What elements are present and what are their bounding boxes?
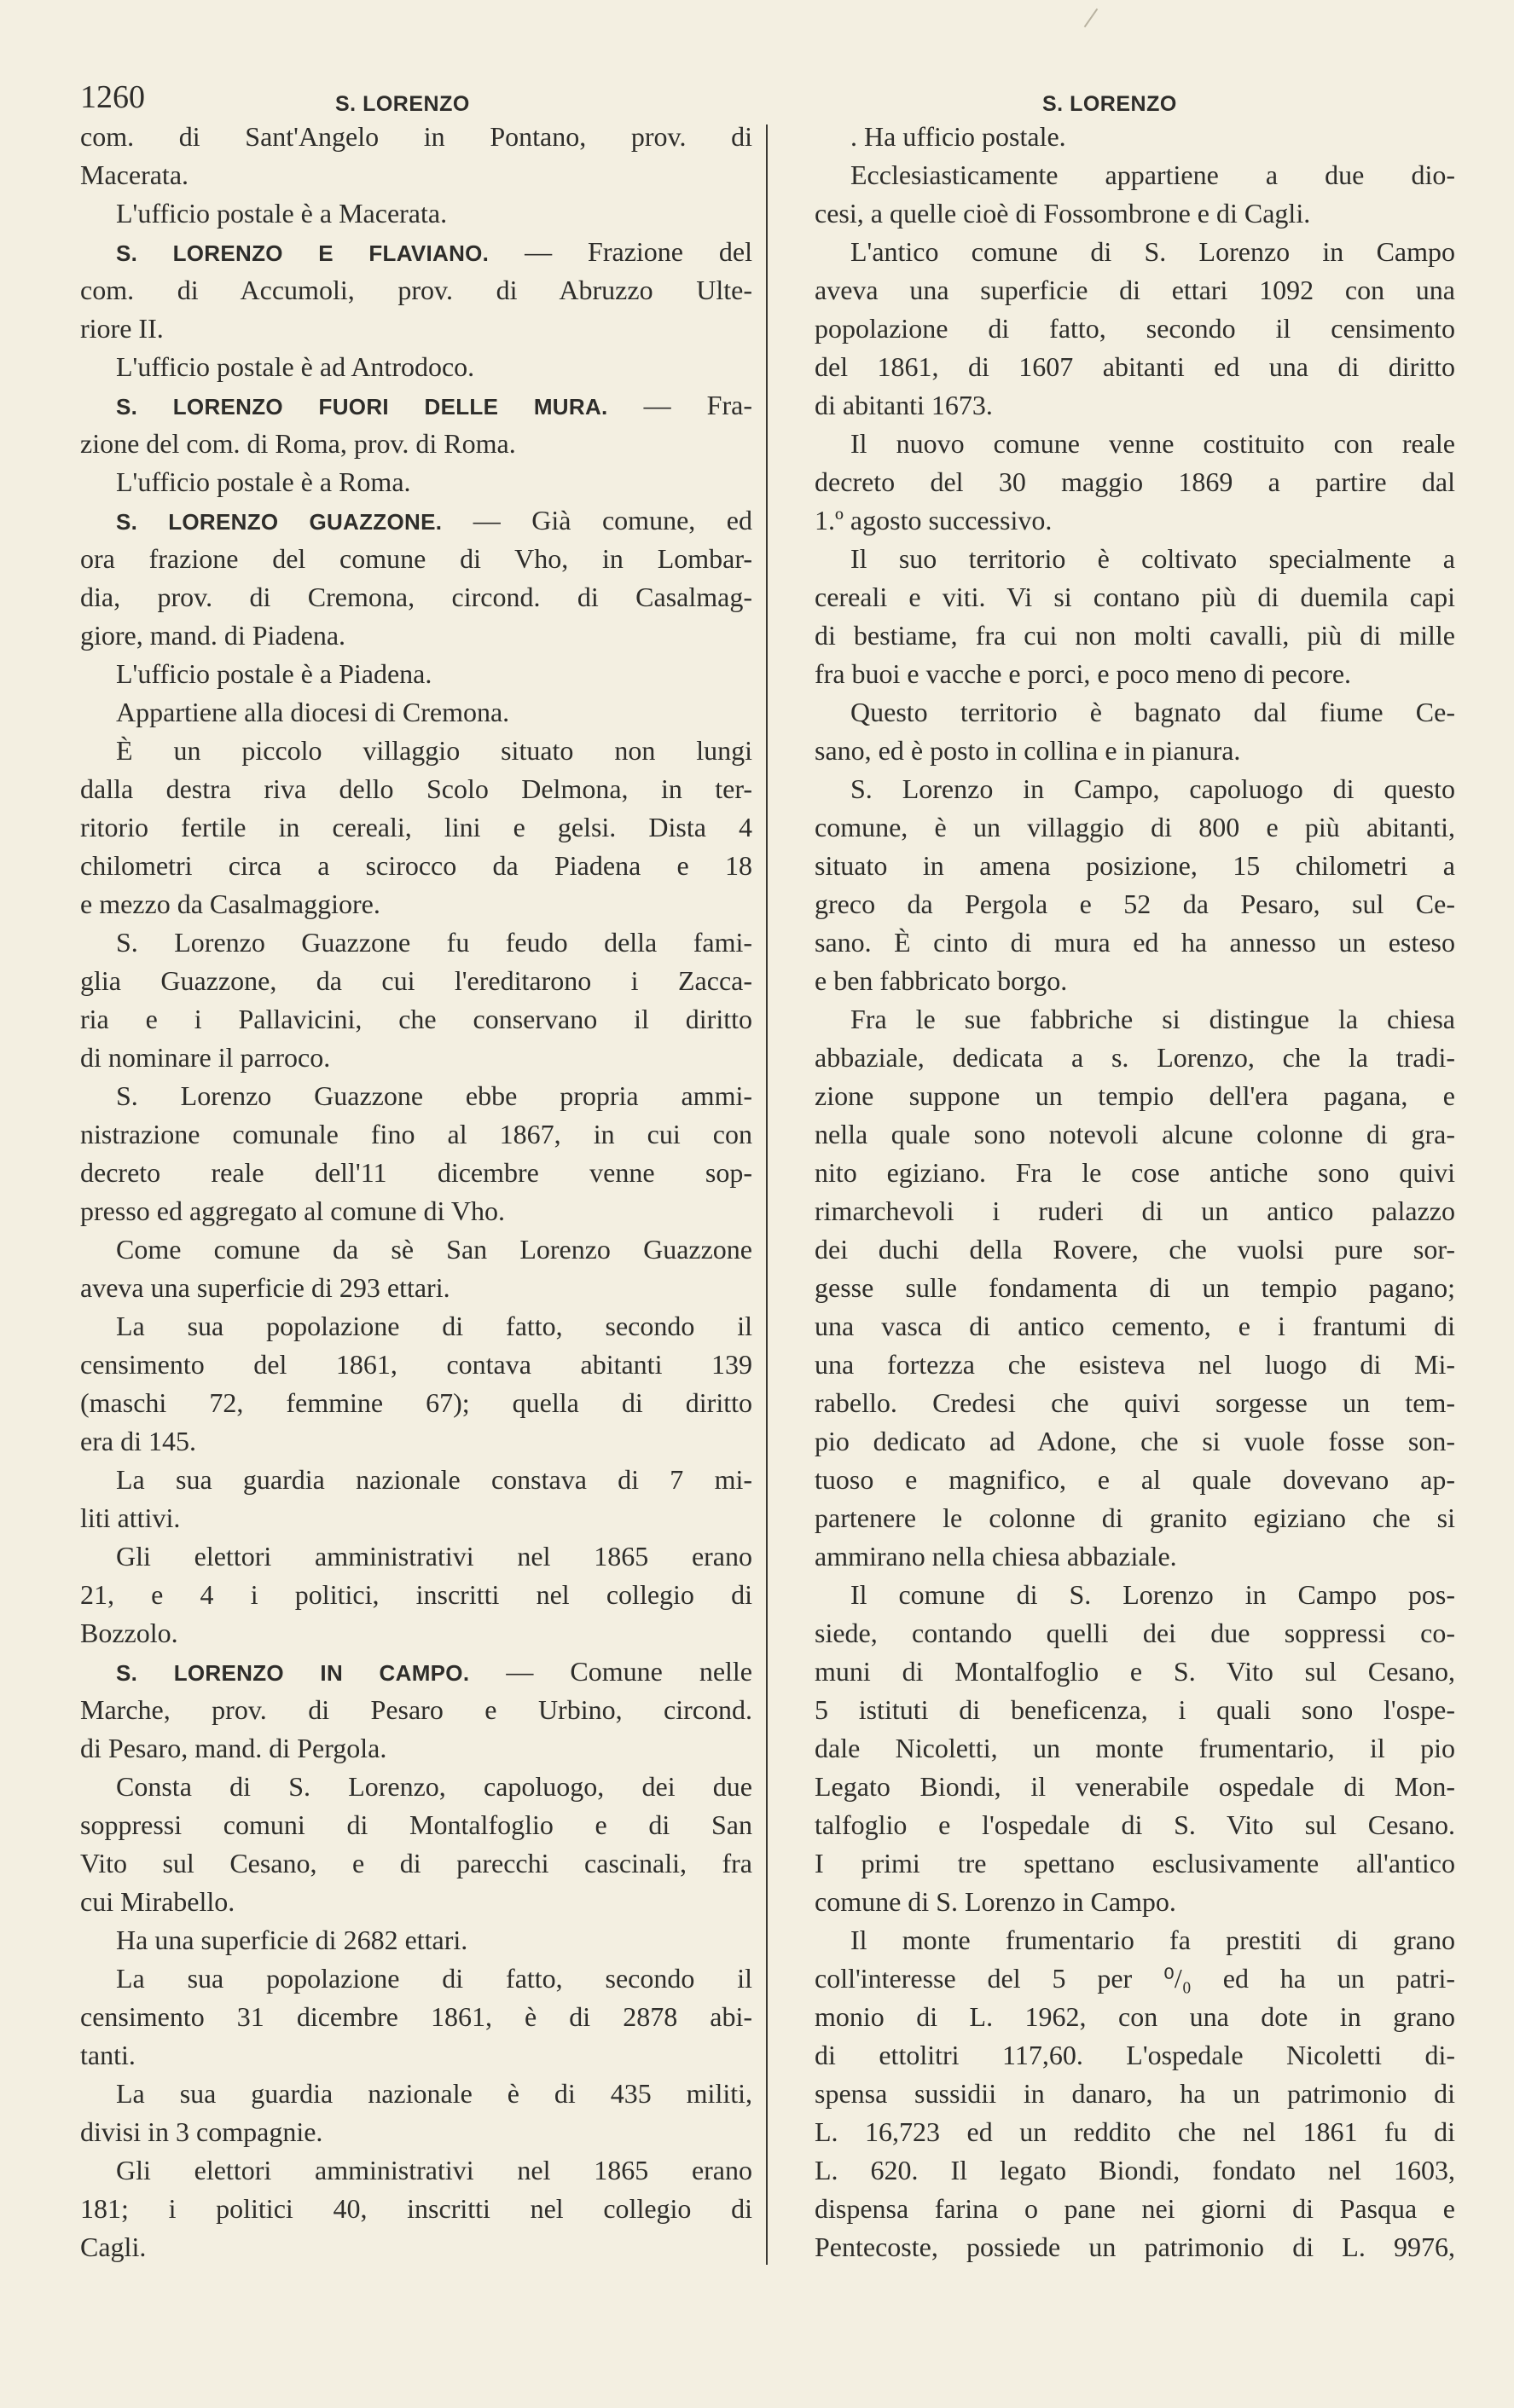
text-line — [80, 847, 752, 885]
text-line — [80, 923, 752, 962]
text-line — [80, 1115, 752, 1154]
line-text: tuoso e magnifico, e al quale dovevano ap- — [815, 1464, 1455, 1495]
line-text: talfoglio e l'ospedale di S. Vito sul Cesano. — [815, 1809, 1455, 1840]
text-line — [815, 693, 1455, 732]
text-line — [815, 885, 1455, 923]
text-line — [815, 463, 1455, 501]
text-line — [815, 1576, 1455, 1614]
text-line — [815, 1499, 1455, 1537]
text-line — [80, 808, 752, 847]
line-text: Gli elettori amministrativi nel 1865 erano — [116, 1541, 752, 1572]
line-text: Fra le sue fabbriche si distingue la chiesa — [850, 1004, 1455, 1034]
text-line — [815, 386, 1455, 425]
line-text: La sua guardia nazionale constava di 7 mi- — [116, 1464, 752, 1495]
line-text: Il nuovo comune venne costituito con reale — [850, 428, 1455, 459]
text-line — [80, 693, 752, 732]
text-line — [815, 1039, 1455, 1077]
text-line — [80, 1192, 752, 1230]
text-line — [80, 616, 752, 655]
line-text: Questo territorio è bagnato dal fiume Ce- — [850, 697, 1455, 727]
paragraph — [80, 194, 752, 233]
paragraph — [80, 1768, 752, 1921]
text-line — [80, 2228, 752, 2266]
text-line — [815, 655, 1455, 693]
text-line — [815, 1230, 1455, 1269]
text-line — [80, 770, 752, 808]
column-divider — [766, 124, 768, 2265]
line-text: coll'interesse del 5 per ⁰/₀ ed ha un patri- — [815, 1963, 1455, 1994]
text-line — [815, 1422, 1455, 1461]
text-line — [815, 310, 1455, 348]
text-line — [80, 2113, 752, 2151]
line-text: decreto del 30 maggio 1869 a partire dal — [815, 466, 1455, 497]
paragraph — [80, 1307, 752, 1461]
text-line — [815, 1269, 1455, 1307]
text-line — [80, 156, 752, 194]
text-line — [815, 1346, 1455, 1384]
left-running-head: S. LORENZO — [335, 92, 470, 116]
paragraph — [815, 1921, 1455, 2266]
line-text: Bozzolo. — [80, 1618, 178, 1648]
text-line — [80, 501, 752, 540]
paragraph — [80, 1077, 752, 1230]
text-line — [815, 1844, 1455, 1883]
line-text: monio di L. 1962, con una dote in grano — [815, 2001, 1455, 2032]
line-text: Marche, prov. di Pesaro e Urbino, circond. — [80, 1694, 752, 1725]
line-text: Appartiene alla diocesi di Cremona. — [116, 697, 510, 727]
line-text: 181; i politici 40, inscritti nel collegio di — [80, 2193, 752, 2224]
text-line — [815, 501, 1455, 540]
line-text: greco da Pergola e 52 da Pesaro, sul Ce- — [815, 889, 1455, 919]
entry-heading: S. LORENZO FUORI DELLE MURA. — [116, 394, 608, 420]
line-text: presso ed aggregato al comune di Vho. — [80, 1195, 505, 1226]
entry-heading: S. LORENZO GUAZZONE. — [116, 509, 443, 535]
entry-paragraph — [80, 233, 752, 348]
line-text: La sua popolazione di fatto, secondo il — [116, 1963, 752, 1994]
line-text: di Pesaro, mand. di Pergola. — [80, 1733, 387, 1763]
text-line — [80, 1844, 752, 1883]
text-line — [815, 118, 1455, 156]
line-text: comune di S. Lorenzo in Campo. — [815, 1886, 1176, 1917]
line-text: Macerata. — [80, 159, 189, 190]
text-line — [80, 1768, 752, 1806]
line-text: Legato Biondi, il venerabile ospedale di Mon- — [815, 1771, 1455, 1802]
line-text: comune, è un villaggio di 800 e più abitanti, — [815, 812, 1455, 842]
line-text: com. di Accumoli, prov. di Abruzzo Ulte- — [80, 275, 752, 305]
text-line — [80, 540, 752, 578]
line-text: dale Nicoletti, un monte frumentario, il pio — [815, 1733, 1455, 1763]
line-text: S. Lorenzo in Campo, capoluogo di questo — [850, 773, 1455, 804]
line-text: Ha una superficie di 2682 ettari. — [116, 1925, 468, 1955]
line-text: — Già comune, ed — [442, 505, 752, 535]
entry-paragraph — [80, 1653, 752, 1768]
paragraph — [80, 348, 752, 386]
text-line — [80, 194, 752, 233]
line-text: dia, prov. di Cremona, circond. di Casalmag- — [80, 582, 752, 612]
line-text: sano. È cinto di mura ed ha annesso un esteso — [815, 927, 1455, 958]
line-text: cui Mirabello. — [80, 1886, 235, 1917]
paragraph — [80, 1230, 752, 1307]
text-line — [815, 616, 1455, 655]
text-line — [80, 885, 752, 923]
text-line — [80, 1307, 752, 1346]
text-line — [815, 2190, 1455, 2228]
text-line — [80, 2075, 752, 2113]
pencil-mark — [1084, 9, 1099, 27]
line-text: decreto reale dell'11 dicembre venne sop- — [80, 1157, 752, 1188]
paragraph — [80, 463, 752, 501]
paragraph — [815, 156, 1455, 233]
right-column — [815, 118, 1455, 2266]
line-text: nito egiziano. Fra le cose antiche sono quivi — [815, 1157, 1455, 1188]
line-text: ammirano nella chiesa abbaziale. — [815, 1541, 1177, 1572]
text-line — [80, 1077, 752, 1115]
line-text: glia Guazzone, da cui l'ereditarono i Zacca- — [80, 965, 752, 996]
text-line — [815, 808, 1455, 847]
text-line — [815, 1998, 1455, 2036]
text-line — [80, 1230, 752, 1269]
text-line — [80, 310, 752, 348]
text-line — [80, 1461, 752, 1499]
line-text: nella quale sono notevoli alcune colonne di gra- — [815, 1119, 1455, 1149]
line-text: zione del com. di Roma, prov. di Roma. — [80, 428, 516, 459]
line-text: ora frazione del comune di Vho, in Lombar- — [80, 543, 752, 574]
page-number: 1260 — [80, 79, 145, 115]
text-line — [80, 2036, 752, 2075]
paragraph — [815, 118, 1455, 156]
line-text: aveva una superficie di 293 ettari. — [80, 1272, 450, 1303]
text-line — [815, 2075, 1455, 2113]
text-line — [815, 1192, 1455, 1230]
line-text: divisi in 3 compagnie. — [80, 2116, 323, 2147]
text-line — [815, 1921, 1455, 1959]
text-line — [815, 1077, 1455, 1115]
line-text: I primi tre spettano esclusivamente all'antico — [815, 1848, 1455, 1878]
line-text: L. 620. Il legato Biondi, fondato nel 1603, — [815, 2155, 1455, 2185]
line-text: S. Lorenzo Guazzone fu feudo della fami- — [116, 927, 752, 958]
text-line — [80, 1346, 752, 1384]
text-line — [815, 233, 1455, 271]
line-text: Gli elettori amministrativi nel 1865 erano — [116, 2155, 752, 2185]
line-text: siede, contando quelli dei due soppressi co- — [815, 1618, 1455, 1648]
line-text: di abitanti 1673. — [815, 390, 993, 420]
text-line — [815, 732, 1455, 770]
line-text: spensa sussidii in danaro, ha un patrimonio di — [815, 2078, 1455, 2109]
text-line — [80, 1614, 752, 1653]
entry-paragraph — [80, 501, 752, 655]
text-line — [80, 1729, 752, 1768]
text-line — [815, 962, 1455, 1000]
line-text: partenere le colonne di granito egiziano che si — [815, 1502, 1455, 1533]
line-text: sano, ed è posto in collina e in pianura. — [815, 735, 1241, 766]
line-text: L'ufficio postale è a Piadena. — [116, 658, 432, 689]
paragraph — [80, 923, 752, 1077]
text-line — [815, 425, 1455, 463]
line-text: Consta di S. Lorenzo, capoluogo, dei due — [116, 1771, 752, 1802]
text-line — [80, 1691, 752, 1729]
text-line — [80, 118, 752, 156]
line-text: Vito sul Cesano, e di parecchi cascinali, fra — [80, 1848, 752, 1878]
line-text: aveva una superficie di ettari 1092 con una — [815, 275, 1455, 305]
line-text: di ettolitri 117,60. L'ospedale Nicoletti di- — [815, 2040, 1455, 2070]
line-text: È un piccolo villaggio situato non lungi — [116, 735, 752, 766]
line-text: censimento del 1861, contava abitanti 139 — [80, 1349, 752, 1380]
line-text: una fortezza che esisteva nel luogo di Mi- — [815, 1349, 1455, 1380]
text-line — [80, 2190, 752, 2228]
text-line — [815, 923, 1455, 962]
text-line — [815, 1461, 1455, 1499]
line-text: soppressi comuni di Montalfoglio e di San — [80, 1809, 752, 1840]
entry-heading: S. LORENZO E FLAVIANO. — [116, 240, 490, 266]
text-line — [815, 847, 1455, 885]
paragraph — [80, 1537, 752, 1653]
text-line — [815, 2151, 1455, 2190]
line-text: Il monte frumentario fa prestiti di grano — [850, 1925, 1455, 1955]
line-text: e ben fabbricato borgo. — [815, 965, 1068, 996]
text-line — [80, 386, 752, 425]
entry-heading: S. LORENZO IN CAMPO. — [116, 1660, 470, 1686]
line-text: Ecclesiasticamente appartiene a due dio- — [850, 159, 1455, 190]
line-text: L'ufficio postale è a Roma. — [116, 466, 411, 497]
line-text: ria e i Pallavicini, che conservano il diritto — [80, 1004, 752, 1034]
line-text: rabello. Credesi che quivi sorgesse un tem- — [815, 1387, 1455, 1418]
text-line — [80, 1921, 752, 1959]
line-text: popolazione di fatto, secondo il censimento — [815, 313, 1455, 344]
line-text: ritorio fertile in cereali, lini e gelsi. Dista 4 — [80, 812, 752, 842]
line-text: L'antico comune di S. Lorenzo in Campo — [850, 236, 1455, 267]
line-text: Il suo territorio è coltivato specialmente a — [850, 543, 1455, 574]
text-line — [80, 1959, 752, 1998]
text-line — [815, 194, 1455, 233]
line-text: L'ufficio postale è a Macerata. — [116, 198, 448, 229]
paragraph — [80, 693, 752, 732]
line-text: La sua guardia nazionale è di 435 militi, — [116, 2078, 752, 2109]
line-text: Cagli. — [80, 2231, 147, 2262]
text-line — [80, 1806, 752, 1844]
text-line — [80, 1499, 752, 1537]
paragraph — [80, 732, 752, 923]
text-line — [80, 1653, 752, 1691]
line-text: zione suppone un tempio dell'era pagana, e — [815, 1080, 1455, 1111]
text-line — [80, 1000, 752, 1039]
line-text: 1.º agosto successivo. — [815, 505, 1053, 535]
paragraph — [80, 1959, 752, 2075]
text-line — [815, 1768, 1455, 1806]
text-line — [80, 1384, 752, 1422]
text-line — [815, 2228, 1455, 2266]
text-line — [815, 1959, 1455, 1998]
text-line — [80, 271, 752, 310]
line-text: di nominare il parroco. — [80, 1042, 331, 1073]
line-text: riore II. — [80, 313, 164, 344]
text-line — [80, 1576, 752, 1614]
line-text: pio dedicato ad Adone, che si vuole fosse son- — [815, 1426, 1455, 1456]
text-line — [80, 732, 752, 770]
line-text: liti attivi. — [80, 1502, 181, 1533]
text-line — [815, 1729, 1455, 1768]
text-line — [80, 1269, 752, 1307]
line-text: (maschi 72, femmine 67); quella di diritto — [80, 1387, 752, 1418]
paragraph — [80, 1921, 752, 1959]
line-text: dei duchi della Rovere, che vuolsi pure sor- — [815, 1234, 1455, 1265]
line-text: una vasca di antico cemento, e i frantumi di — [815, 1311, 1455, 1341]
line-text: L. 16,723 ed un reddito che nel 1861 fu di — [815, 2116, 1455, 2147]
paragraph — [80, 2075, 752, 2151]
line-text: muni di Montalfoglio e S. Vito sul Cesano, — [815, 1656, 1455, 1687]
line-text: dispensa farina o pane nei giorni di Pasqua e — [815, 2193, 1455, 2224]
text-line — [80, 1154, 752, 1192]
text-line — [815, 1614, 1455, 1653]
text-line — [80, 578, 752, 616]
text-line — [80, 1998, 752, 2036]
left-column — [80, 118, 752, 2266]
text-line — [815, 156, 1455, 194]
text-line — [815, 1883, 1455, 1921]
text-line — [80, 1537, 752, 1576]
line-text: gesse sulle fondamenta di un tempio pagano; — [815, 1272, 1455, 1303]
line-text: L'ufficio postale è ad Antrodoco. — [116, 351, 475, 382]
line-text: 5 istituti di beneficenza, i quali sono l'ospe- — [815, 1694, 1455, 1725]
line-text: di bestiame, fra cui non molti cavalli, più di mille — [815, 620, 1455, 651]
line-text: chilometri circa a scirocco da Piadena e 18 — [80, 850, 752, 881]
line-text: situato in amena posizione, 15 chilometri a — [815, 850, 1455, 881]
text-line — [815, 770, 1455, 808]
text-line — [815, 271, 1455, 310]
text-line — [80, 348, 752, 386]
line-text: S. Lorenzo Guazzone ebbe propria ammi- — [116, 1080, 752, 1111]
text-line — [815, 1000, 1455, 1039]
text-line — [815, 1154, 1455, 1192]
paragraph — [815, 693, 1455, 770]
text-line — [80, 1422, 752, 1461]
text-line — [80, 2151, 752, 2190]
paragraph — [815, 1000, 1455, 1576]
text-line — [80, 1883, 752, 1921]
text-line — [80, 1039, 752, 1077]
paragraph — [815, 1576, 1455, 1921]
text-line — [80, 962, 752, 1000]
line-text: com. di Sant'Angelo in Pontano, prov. di — [80, 121, 752, 152]
text-line — [815, 1653, 1455, 1691]
line-text: del 1861, di 1607 abitanti ed una di diritto — [815, 351, 1455, 382]
line-text: Come comune da sè San Lorenzo Guazzone — [116, 1234, 752, 1265]
line-text: . Ha ufficio postale. — [850, 121, 1066, 152]
text-line — [815, 348, 1455, 386]
text-line — [815, 2036, 1455, 2075]
line-text: rimarchevoli i ruderi di un antico palazzo — [815, 1195, 1455, 1226]
right-running-head: S. LORENZO — [1042, 92, 1177, 116]
line-text: giore, mand. di Piadena. — [80, 620, 346, 651]
paragraph — [80, 118, 752, 194]
paragraph — [815, 540, 1455, 693]
line-text: fra buoi e vacche e porci, e poco meno di pecore. — [815, 658, 1352, 689]
text-line — [815, 1384, 1455, 1422]
text-line — [80, 655, 752, 693]
line-text: Il comune di S. Lorenzo in Campo pos- — [850, 1579, 1455, 1610]
line-text: e mezzo da Casalmaggiore. — [80, 889, 380, 919]
line-text: tanti. — [80, 2040, 136, 2070]
text-line — [815, 1806, 1455, 1844]
text-line — [815, 578, 1455, 616]
paragraph — [815, 425, 1455, 540]
paragraph — [815, 770, 1455, 1000]
text-line — [815, 1691, 1455, 1729]
line-text: era di 145. — [80, 1426, 196, 1456]
line-text: cesi, a quelle cioè di Fossombrone e di Cagli. — [815, 198, 1311, 229]
text-line — [80, 425, 752, 463]
text-line — [815, 2113, 1455, 2151]
text-line — [815, 1307, 1455, 1346]
paragraph — [80, 2151, 752, 2266]
text-line — [80, 463, 752, 501]
line-text: abbaziale, dedicata a s. Lorenzo, che la tradi- — [815, 1042, 1455, 1073]
line-text: — Frazione del — [489, 236, 752, 267]
text-line — [815, 540, 1455, 578]
entry-paragraph — [80, 386, 752, 463]
line-text: — Comune nelle — [469, 1656, 752, 1687]
paragraph — [80, 1461, 752, 1537]
line-text: censimento 31 dicembre 1861, è di 2878 abi- — [80, 2001, 752, 2032]
line-text: nistrazione comunale fino al 1867, in cui con — [80, 1119, 752, 1149]
line-text: — Fra- — [607, 390, 752, 420]
line-text: La sua popolazione di fatto, secondo il — [116, 1311, 752, 1341]
paragraph — [815, 233, 1455, 425]
line-text: cereali e viti. Vi si contano più di duemila capi — [815, 582, 1455, 612]
line-text: Pentecoste, possiede un patrimonio di L. 9976, — [815, 2231, 1455, 2262]
text-line — [80, 233, 752, 271]
text-line — [815, 1115, 1455, 1154]
text-line — [815, 1537, 1455, 1576]
paragraph — [80, 655, 752, 693]
line-text: dalla destra riva dello Scolo Delmona, in ter- — [80, 773, 752, 804]
line-text: 21, e 4 i politici, inscritti nel collegio di — [80, 1579, 752, 1610]
